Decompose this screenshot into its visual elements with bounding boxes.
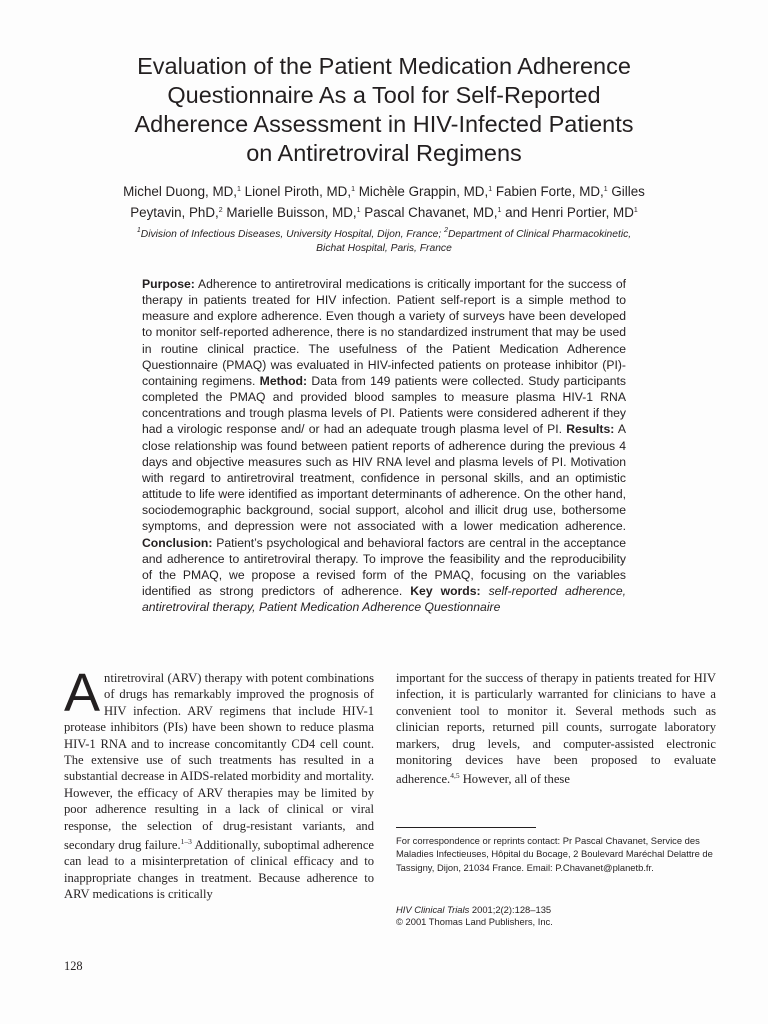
- affiliation-marker: 1: [497, 207, 502, 214]
- author-line: [50, 201, 718, 222]
- title-line: Adherence Assessment in HIV-Infected Patients: [134, 111, 634, 137]
- body-text: Additionally, suboptimal adherence can lead to a misinterpretation of clinical efficacy and to inappropriate changes in treatment. Because adherence to ARV medications is critically: [64, 838, 374, 902]
- affiliation-marker: 1: [351, 186, 355, 193]
- author-name: Fabien Forte, MD,: [492, 184, 604, 199]
- keywords-label: Key words:: [410, 583, 481, 598]
- method-text: Data from 149 patients were collected. Study participants completed the PMAQ and provided blood samples to measure plasma HIV-1 RNA concentrations and trough plasma levels of PI. Patients were considered adherent if they had a virologic response and/ or had an adequate trough plasma level of PI.: [142, 373, 626, 437]
- copyright: © 2001 Thomas Land Publishers, Inc.: [396, 915, 553, 927]
- affiliation-line: Bichat Hospital, Paris, France: [316, 243, 452, 254]
- journal-citation: [396, 904, 720, 927]
- author-name: Marielle Buisson, MD,: [222, 205, 357, 220]
- affiliation-marker: 1: [488, 186, 493, 193]
- affiliation-line: [60, 224, 708, 242]
- author-name: Michèle Grappin, MD,: [354, 184, 489, 199]
- keywords-text: self-reported adherence, antiretroviral therapy, Patient Medication Adherence Questionnaire: [142, 583, 626, 615]
- affiliation-marker: 1: [633, 207, 638, 214]
- affiliation-marker: 1: [356, 207, 361, 214]
- results-text: A close relationship was found between patient reports of adherence during the previous 4 days and objective measures such as HIV RNA level and plasma levels of PI. Motivation with regard to antiretroviral treatment, confidence in personal skills, and an optimistic attitude to life were identified as important determinants of adherence. On the other hand, sociodemographic background, social support, alcohol and illicit drug use, bothersome symptoms, and depression were not associated with a lower medication adherence.: [142, 422, 626, 534]
- page-number: 128: [64, 959, 83, 973]
- affiliation-marker: 1: [603, 186, 608, 193]
- author-name: Peytavin, PhD,: [130, 205, 219, 220]
- body-column-left: [64, 663, 374, 903]
- body-text: However, all of these: [459, 772, 570, 787]
- author-name: Pascal Chavanet, MD,: [360, 205, 498, 220]
- affiliation-text: Division of Infectious Diseases, University Hospital, Dijon, France;: [140, 229, 445, 240]
- journal-volume: 2001;2(2):128–135: [469, 904, 552, 915]
- author-list: [50, 180, 718, 222]
- affiliation-marker: 1: [237, 186, 241, 193]
- title-line: on Antiretroviral Regimens: [246, 140, 522, 166]
- affiliation-text: Department of Clinical Pharmacokinetic,: [447, 229, 632, 240]
- footnote-divider: [396, 827, 536, 828]
- citation-marker: 4,5: [450, 771, 460, 781]
- journal-name: HIV Clinical Trials: [396, 904, 470, 915]
- citation-marker: 1–3: [180, 837, 192, 847]
- body-text: ntiretroviral (ARV) therapy with potent combinations of drugs has remarkably improved the prognosis of HIV infection. ARV regimens that include HIV-1 protease inhibitors (PIs) have been shown to reduce plasma HIV-1 RNA and to increase concomitantly CD4 cell count. The extensive use of such treatments has resulted in a substantial decrease in AIDS-related morbidity and mortality. However, the efficacy of ARV therapies may be limited by poor adherence resulting in a lack of clinical or viral response, the selection of drug-resistant variants, and secondary drug failure.: [64, 671, 374, 853]
- conclusion-label: Conclusion:: [142, 535, 213, 550]
- affiliation-marker: 1: [136, 227, 141, 234]
- results-label: Results:: [566, 422, 615, 437]
- conclusion-text: Patient’s psychological and behavioral factors are central in the acceptance and adherence to antiretroviral therapy. To improve the feasibility and the reproducibility of the PMAQ, we propose a revised form of the PMAQ, focusing on the variables identified as strong predictors of adherence.: [142, 535, 626, 598]
- abstract: [142, 276, 626, 615]
- title-line: Evaluation of the Patient Medication Adherence: [137, 53, 631, 79]
- correspondence-note: For correspondence or reprints contact: Pr Pascal Chavanet, Service des Maladies Infectieuses, Hôpital du Bocage, 2 Boulevard Maréchal Delattre de Tassigny, Dijon, 21034 France. Email: P.Chavanet@planetb.fr.: [396, 835, 713, 873]
- author-name: Michel Duong, MD,: [123, 184, 238, 199]
- body-text: important for the success of therapy in patients treated for HIV infection, it is particularly warranted for clinicians to have a convenient tool to monitor it. Several methods such as clinician reports, returned pill counts, surrogate laboratory markers, drug levels, and computer-assisted electronic monitoring devices have been proposed to evaluate adherence.: [396, 671, 716, 787]
- journal-reference: [396, 904, 720, 916]
- article-title: [40, 52, 728, 168]
- affiliation-marker: 2: [444, 227, 448, 234]
- body-column-right: [396, 670, 716, 788]
- author-line: [50, 180, 718, 201]
- purpose-label: Purpose:: [142, 277, 195, 291]
- author-name: Gilles: [607, 184, 645, 199]
- author-name: Lionel Piroth, MD,: [240, 184, 352, 199]
- title-line: Questionnaire As a Tool for Self-Reported: [167, 82, 601, 108]
- drop-cap: A: [64, 663, 101, 723]
- affiliation-marker: 2: [218, 207, 223, 214]
- purpose-text: Adherence to antiretroviral medications is critically important for the success of therapy in patients treated for HIV infection. Patient self-report is a simple method to measure and explore adherence. Even though a variety of surveys have been developed to monitor self-reported adherence, there is no standardized instrument that may be used in routine clinical practice. The usefulness of the Patient Medication Adherence Questionnaire (PMAQ) was evaluated in HIV-infected patients on protease inhibitor (PI)-containing regimens.: [142, 277, 626, 388]
- method-label: Method:: [259, 373, 308, 388]
- author-name: and Henri Portier, MD: [501, 205, 634, 220]
- affiliations: [60, 224, 708, 256]
